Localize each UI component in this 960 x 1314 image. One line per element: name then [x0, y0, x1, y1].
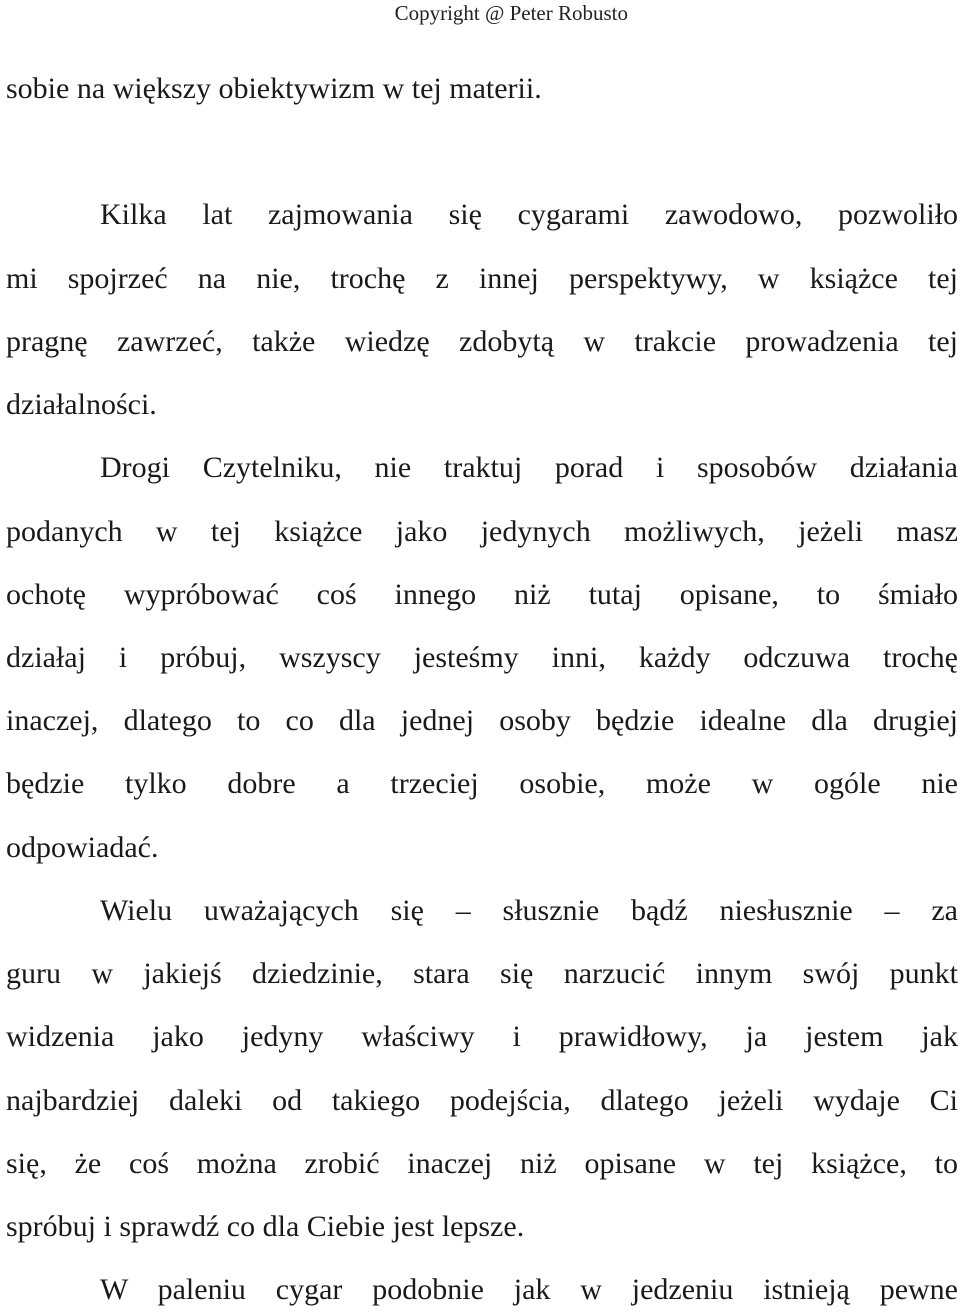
text-line: Kilka lat zajmowania się cygarami zawodowo, pozwoliło [100, 198, 958, 231]
text-line: W paleniu cygar podobnie jak w jedzeniu istnieją pewne [100, 1273, 958, 1306]
text-line: sobie na większy obiektywizm w tej materii. [6, 72, 542, 105]
text-line: spróbuj i sprawdź co dla Ciebie jest lepsze. [6, 1210, 525, 1243]
text-line: odpowiadać. [6, 831, 159, 864]
text-line: się, że coś można zrobić inaczej niż opisane w tej książce, to [6, 1147, 958, 1180]
text-line: działaj i próbuj, wszyscy jesteśmy inni, każdy odczuwa trochę [6, 641, 958, 674]
text-line: podanych w tej książce jako jedynych możliwych, jeżeli masz [6, 515, 958, 548]
text-line: guru w jakiejś dziedzinie, stara się narzucić innym swój punkt [6, 957, 958, 990]
copyright-header: Copyright @ Peter Robusto [394, 1, 628, 25]
text-line: mi spojrzeć na nie, trochę z innej perspektywy, w książce tej [6, 262, 958, 295]
text-line: widzenia jako jedyny właściwy i prawidłowy, ja jestem jak [6, 1020, 958, 1053]
text-line: ochotę wypróbować coś innego niż tutaj opisane, to śmiało [6, 578, 958, 611]
text-line: inaczej, dlatego to co dla jednej osoby będzie idealne dla drugiej [6, 704, 958, 737]
text-line: Wielu uważających się – słusznie bądź niesłusznie – za [100, 894, 958, 927]
text-line: działalności. [6, 388, 157, 421]
text-line: Drogi Czytelniku, nie traktuj porad i sposobów działania [100, 451, 958, 484]
text-line: najbardziej daleki od takiego podejścia, dlatego jeżeli wydaje Ci [6, 1084, 958, 1117]
text-line: będzie tylko dobre a trzeciej osobie, może w ogóle nie [6, 767, 958, 800]
text-line: pragnę zawrzeć, także wiedzę zdobytą w trakcie prowadzenia tej [6, 325, 958, 358]
